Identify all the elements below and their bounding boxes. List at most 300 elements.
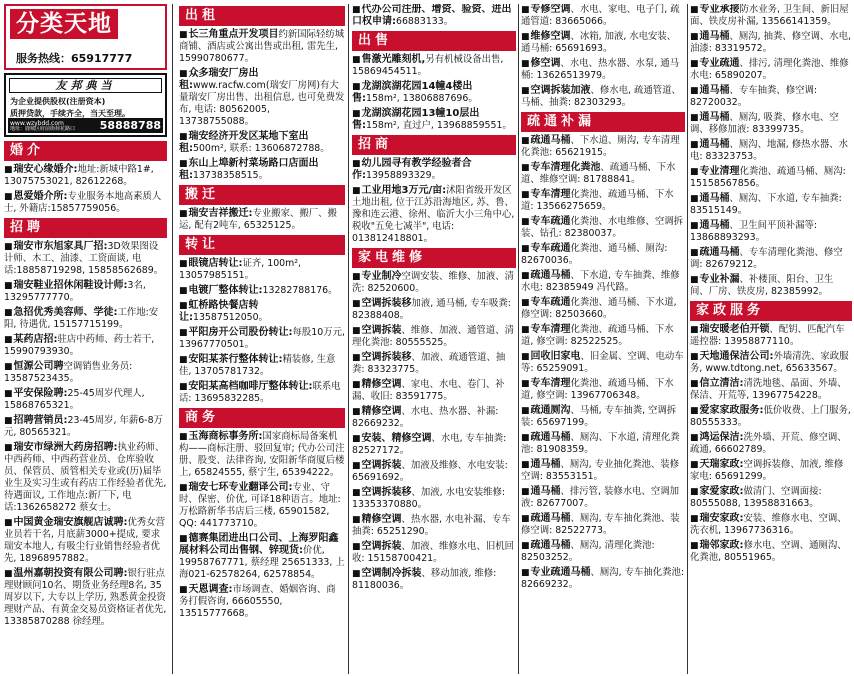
square-bullet-icon: ■ xyxy=(4,389,13,399)
classified-ad xyxy=(352,352,516,376)
ad-title: 信立清洁: xyxy=(699,378,744,389)
ad-body: 外墙清洗、家政服务, www.tdtong.net, 65633567。 xyxy=(690,351,849,374)
classified-ad xyxy=(352,4,516,28)
classified-ad xyxy=(690,58,852,82)
ad-body: 地址:新城中路1#, 13075753021, 82612268。 xyxy=(4,164,154,187)
square-bullet-icon: ■ xyxy=(352,55,361,65)
ad-body: 158m², 直过户, 13968859551。 xyxy=(366,120,512,131)
ad-body: 、厕沟, 清理化粪池: 82503252。 xyxy=(521,540,655,563)
ad-body: 、厕沟, 专车抽化粪池、装修空调: 82522773。 xyxy=(521,513,680,536)
ad-body: 13958893329。 xyxy=(366,170,441,181)
classified-ad xyxy=(352,406,516,430)
square-bullet-icon: ■ xyxy=(352,186,361,196)
column-5 xyxy=(690,4,852,674)
classified-ad xyxy=(521,432,685,456)
classified-ad xyxy=(521,459,685,483)
ad-body: 另有机械设备出售, 15869454511。 xyxy=(352,54,504,77)
column-3 xyxy=(352,4,516,674)
ad-title: 天地通保洁公司: xyxy=(699,351,774,362)
banner-address: 地址：鹿城区府前街荷花路口 xyxy=(10,126,76,132)
classified-ad xyxy=(521,243,685,267)
ad-title: 温州嘉朝投资有限公司聘: xyxy=(13,568,128,579)
classified-ad xyxy=(521,162,685,186)
classified-ad xyxy=(690,459,852,483)
ad-body: 修水电、空调、通厕沟、化粪池, 80551965。 xyxy=(690,540,847,563)
classified-ad xyxy=(352,108,516,132)
ad-title: 精修空调 xyxy=(361,379,402,390)
ad-list-5 xyxy=(690,4,852,564)
ad-title: 龙湖滨湖花园13幢10层出售: xyxy=(352,108,480,131)
square-bullet-icon: ■ xyxy=(352,488,361,498)
square-bullet-icon: ■ xyxy=(352,353,361,363)
square-bullet-icon: ■ xyxy=(690,113,699,123)
classified-ad xyxy=(521,324,685,348)
square-bullet-icon: ■ xyxy=(352,82,361,92)
classified-ad xyxy=(179,354,345,378)
ad-body: 、下水道, 专车抽粪、维修水电: 82385949 冯代路。 xyxy=(521,270,680,293)
ad-body: 化粪池、疏通马桶、下水道, 修空调: 13967706348。 xyxy=(521,378,674,401)
square-bullet-icon: ■ xyxy=(179,355,188,365)
square-bullet-icon: ■ xyxy=(690,352,699,362)
banner-title: 友邦典当 xyxy=(9,78,162,93)
classified-ad xyxy=(179,584,345,620)
ad-body: 空调拆装修、加液, 维修家电: 65691299。 xyxy=(690,459,844,482)
section-logo xyxy=(4,4,167,70)
ad-title: 代办公司注册、增资、验资、进出口权申请: xyxy=(352,4,512,27)
square-bullet-icon: ■ xyxy=(690,487,699,497)
classified-ad xyxy=(352,541,516,565)
logo-title: 分类天地 xyxy=(10,9,118,39)
classified-ad xyxy=(690,139,852,163)
square-bullet-icon: ■ xyxy=(521,244,530,254)
square-bullet-icon: ■ xyxy=(521,298,530,308)
ad-body: 化粪池、疏通马桶、厕沟: 15158567856。 xyxy=(690,166,846,189)
ad-body: 3D效果图设计师、木工、油漆、工资面谈, 电话:18858719298, 15858562689。 xyxy=(4,241,164,276)
ad-title: 中国黄金瑞安旗舰店诚聘: xyxy=(13,517,128,528)
ad-title: 家爱家政: xyxy=(699,486,744,497)
classified-ad xyxy=(521,513,685,537)
classified-ad xyxy=(690,31,852,55)
classified-ad xyxy=(352,81,516,105)
ad-title: 幼儿园寻有教学经验者合作: xyxy=(352,158,472,181)
square-bullet-icon: ■ xyxy=(690,514,699,524)
square-bullet-icon: ■ xyxy=(179,382,188,392)
ad-title: 空调拆装 xyxy=(361,541,402,552)
section-header: 出售 xyxy=(352,31,516,51)
ad-title: 龙湖滨湖花园14幢4楼出售: xyxy=(352,81,473,104)
square-bullet-icon: ■ xyxy=(521,163,530,173)
ad-body: 、加液、疏通管道、抽粪: 83323775。 xyxy=(352,352,506,375)
ad-title: 通马桶 xyxy=(699,139,730,150)
classified-ad xyxy=(521,567,685,591)
banner-line-1: 为企业提供股权(注册资本) xyxy=(10,97,106,106)
ad-title: 疏通厕沟 xyxy=(530,405,571,416)
classified-ad xyxy=(352,54,516,78)
ad-title: 天瑞家政: xyxy=(699,459,744,470)
classified-ad xyxy=(179,158,345,182)
ad-title: 瑞安家政: xyxy=(699,513,744,524)
square-bullet-icon: ■ xyxy=(179,301,188,311)
ad-title: 电镀厂整体转让: xyxy=(188,285,263,296)
column-divider xyxy=(348,4,349,674)
ad-title: 专修空调 xyxy=(530,4,571,15)
banner-line-2: 质押贷款，手续齐全，当天至理。 xyxy=(10,109,130,118)
classified-ad xyxy=(179,68,345,128)
square-bullet-icon: ■ xyxy=(521,460,530,470)
ad-body: 空调销售业务员: 13587523435。 xyxy=(4,361,133,384)
square-bullet-icon: ■ xyxy=(4,308,13,318)
square-bullet-icon: ■ xyxy=(4,335,13,345)
square-bullet-icon: ■ xyxy=(352,515,361,525)
ad-title: 专车疏通 xyxy=(530,216,571,227)
classified-ad xyxy=(521,540,685,564)
ad-body: 约新国际轻纺城商铺、酒店或公寓出售或出租, 雷先生, 15990780677。 xyxy=(179,29,345,64)
ad-body: 加液, 通马桶, 专车吸粪: 82388408。 xyxy=(352,298,511,321)
classified-ad xyxy=(4,517,167,565)
ad-body: 、冰箱, 加液, 水电安装、通马桶: 65691693。 xyxy=(521,31,677,54)
classified-ad xyxy=(690,324,852,348)
ad-title: 疏通马桶 xyxy=(699,247,740,258)
ad-title: 通马桶 xyxy=(530,459,561,470)
ad-title: 疏通马桶 xyxy=(530,432,571,443)
ad-title: 回收旧家电 xyxy=(530,351,581,362)
classified-ad xyxy=(352,487,516,511)
classified-ad xyxy=(690,166,852,190)
classified-ad xyxy=(179,327,345,351)
ad-title: 急招优秀美容师、学徒: xyxy=(13,307,118,318)
square-bullet-icon: ■ xyxy=(179,132,188,142)
ad-body: 、补楼顶、阳台、卫生间、厂房、铁皮房, 82385992。 xyxy=(690,274,834,297)
square-bullet-icon: ■ xyxy=(179,69,188,79)
ad-body: 13282788176。 xyxy=(262,285,338,296)
ad-body: 66883133。 xyxy=(396,16,454,27)
classified-ad xyxy=(179,381,345,405)
ad-body: 驻店中药师、药士若干, 15990793930。 xyxy=(4,334,155,357)
column-4 xyxy=(521,4,685,674)
classified-ad xyxy=(521,4,685,28)
square-bullet-icon: ■ xyxy=(690,460,699,470)
ad-body: 、厕沟、下水道, 专车抽粪: 83515149。 xyxy=(690,193,842,216)
square-bullet-icon: ■ xyxy=(521,136,530,146)
ad-title: 专业清理 xyxy=(699,166,740,177)
section-header: 家政服务 xyxy=(690,301,852,321)
ad-body: 25-45周岁代理人, 15868765321。 xyxy=(4,388,145,411)
section-header: 商务 xyxy=(179,408,345,428)
ad-body: 化粪池、通马桶、下水道, 修空调: 82503660。 xyxy=(521,297,677,320)
ad-title: 空调拆装 xyxy=(361,460,402,471)
square-bullet-icon: ■ xyxy=(690,32,699,42)
classified-ad xyxy=(4,280,167,304)
ad-title: 通马桶 xyxy=(699,112,730,123)
square-bullet-icon: ■ xyxy=(521,379,530,389)
ad-body: 、疏通马桶、下水道、维修空调: 81788841。 xyxy=(521,162,676,185)
ad-title: 瑞安鞋业招休闲鞋设计师: xyxy=(13,280,128,291)
square-bullet-icon: ■ xyxy=(690,433,699,443)
square-bullet-icon: ■ xyxy=(352,542,361,552)
square-bullet-icon: ■ xyxy=(179,534,188,544)
ad-body: 专业搬家、搬厂、搬运, 配有2吨车, 65325125。 xyxy=(179,208,337,231)
section-header: 疏通补漏 xyxy=(521,112,685,132)
ad-body: 13738358515。 xyxy=(193,170,268,181)
square-bullet-icon: ■ xyxy=(352,326,361,336)
square-bullet-icon: ■ xyxy=(4,362,13,372)
ad-title: 玉海商标事务所: xyxy=(188,431,263,442)
square-bullet-icon: ■ xyxy=(352,299,361,309)
classified-ad xyxy=(352,185,516,245)
ad-title: 瑞安心缘婚介: xyxy=(13,164,78,175)
classified-ad xyxy=(179,431,345,479)
ad-title: 招聘营销员: xyxy=(13,415,68,426)
square-bullet-icon: ■ xyxy=(352,272,361,282)
square-bullet-icon: ■ xyxy=(521,541,530,551)
classified-ad xyxy=(521,189,685,213)
ad-body: 、水电、热水器、水泵, 通马桶: 13626513979。 xyxy=(521,58,679,81)
ad-title: 德赛集团进出口公司、上海罗阳鑫展材料公司出售钢、锌现货: xyxy=(179,533,339,556)
classified-ad xyxy=(521,351,685,375)
ad-body: 、移动加液, 维修: 81180036。 xyxy=(352,568,497,591)
ad-title: 爱家家政服务: xyxy=(699,405,764,416)
classified-ad xyxy=(352,325,516,349)
classified-ad xyxy=(352,433,516,457)
square-bullet-icon: ■ xyxy=(179,432,188,442)
ad-title: 空调拆装移 xyxy=(361,487,412,498)
square-bullet-icon: ■ xyxy=(352,5,361,15)
section-header: 招商 xyxy=(352,135,516,155)
square-bullet-icon: ■ xyxy=(690,325,699,335)
square-bullet-icon: ■ xyxy=(179,585,188,595)
classified-ad xyxy=(352,298,516,322)
ad-body: 、水电、热水器、补漏: 82669232。 xyxy=(352,406,499,429)
square-bullet-icon: ■ xyxy=(521,86,530,96)
classified-ad xyxy=(521,297,685,321)
classified-ad xyxy=(179,285,345,297)
square-bullet-icon: ■ xyxy=(690,5,699,15)
classified-ad xyxy=(690,193,852,217)
ad-body: 沭阳省级开发区土地出租, 位于江苏沿海地区, 苏、鲁、豫和连云港、徐州、临沂大小三角中心, 税收"五免七减半", 电话: 013812418801。 xyxy=(352,185,515,244)
ad-body: 每股10万元, 13967770501。 xyxy=(179,327,345,350)
square-bullet-icon: ■ xyxy=(352,109,361,119)
ad-title: 瑞邻家政: xyxy=(699,540,744,551)
column-1 xyxy=(4,4,167,674)
ad-body: 、下水道、厕沟, 专车清理化粪池: 65621915。 xyxy=(521,135,680,158)
ad-title: 空调拆装 xyxy=(361,325,402,336)
square-bullet-icon: ■ xyxy=(179,30,188,40)
classified-ad xyxy=(690,4,852,28)
ad-title: 专业补漏 xyxy=(699,274,740,285)
ad-title: 专车清理 xyxy=(530,378,571,389)
section-header: 家电维修 xyxy=(352,248,516,268)
classified-ad xyxy=(179,131,345,155)
square-bullet-icon: ■ xyxy=(179,483,188,493)
classified-ad xyxy=(4,241,167,277)
classified-ad xyxy=(352,379,516,403)
ad-title: 恩爱婚介所: xyxy=(13,191,68,202)
ad-body: 专业、守时、保密、价优, 可译18种语言。地址: 万松路新华书店后三楼, 65901582, QQ: 441773710。 xyxy=(179,482,341,529)
square-bullet-icon: ■ xyxy=(690,406,699,416)
classified-ad xyxy=(352,271,516,295)
classified-ad xyxy=(690,351,852,375)
section-header: 婚介 xyxy=(4,141,167,161)
banner-web: www.wzybdd.com xyxy=(10,120,64,127)
ad-body: 化粪池、疏通马桶、下水道, 修空调: 82522525。 xyxy=(521,324,674,347)
column-2 xyxy=(179,4,345,674)
classified-ad xyxy=(4,334,167,358)
ad-body: 化粪池、疏通马桶、下水道: 13566275659。 xyxy=(521,189,674,212)
square-bullet-icon: ■ xyxy=(179,259,188,269)
ad-body: 、马桶, 专车抽粪, 空调拆装: 65697199。 xyxy=(521,405,677,428)
ad-title: 某药店招: xyxy=(13,334,58,345)
ad-title: 工业用地3万元/亩: xyxy=(361,185,447,196)
square-bullet-icon: ■ xyxy=(521,352,530,362)
ad-body: 防水业务, 卫生间、新旧屋面、铁皮房补漏, 13566141359。 xyxy=(690,4,849,27)
square-bullet-icon: ■ xyxy=(521,433,530,443)
ad-title: 疏通马桶 xyxy=(530,513,571,524)
ad-body: 、排污, 清理化粪池、维修水电: 65890207。 xyxy=(690,58,849,81)
ad-body: 、厕沟, 专车抽化粪池: 82669232。 xyxy=(521,567,685,590)
classified-ad xyxy=(352,158,516,182)
square-bullet-icon: ■ xyxy=(352,407,361,417)
section-header: 招聘 xyxy=(4,218,167,238)
ad-body: 工作地:安阳, 待遇优, 15157715199。 xyxy=(4,307,159,330)
ad-title: 瑞安暖老伯开锁 xyxy=(699,324,770,335)
classified-ad xyxy=(4,307,167,331)
ad-body: 、加液、维修水电、旧机回收: 15158700421。 xyxy=(352,541,515,564)
square-bullet-icon: ■ xyxy=(179,328,188,338)
ad-title: 专车疏通 xyxy=(530,297,571,308)
classified-ad xyxy=(690,85,852,109)
ad-body: 、家电、水电、卷门、补漏、收旧: 83591775。 xyxy=(352,379,505,402)
square-bullet-icon: ■ xyxy=(352,461,361,471)
square-bullet-icon: ■ xyxy=(4,165,13,175)
ad-body: 13587512050。 xyxy=(193,312,268,323)
ad-body: 专业服务本地高素质人士, 外籍店:15857759056。 xyxy=(4,191,162,214)
square-bullet-icon: ■ xyxy=(521,406,530,416)
classified-ad xyxy=(352,514,516,538)
square-bullet-icon: ■ xyxy=(690,59,699,69)
classified-ad xyxy=(690,247,852,271)
square-bullet-icon: ■ xyxy=(179,209,188,219)
ad-body: 、厕沟、下水道, 清理化粪池: 81908359。 xyxy=(521,432,680,455)
ad-list-2 xyxy=(179,6,345,620)
ad-body: 、热水器, 水电补漏、专车抽粪: 65251290。 xyxy=(352,514,511,537)
ad-body: 证齐, 100m², 13057985151。 xyxy=(179,258,301,281)
classified-ad xyxy=(4,388,167,412)
square-bullet-icon: ■ xyxy=(690,379,699,389)
square-bullet-icon: ■ xyxy=(690,86,699,96)
square-bullet-icon: ■ xyxy=(521,271,530,281)
ad-list-3 xyxy=(352,4,516,592)
ad-title: 通马桶 xyxy=(530,486,561,497)
classified-ad xyxy=(690,274,852,298)
classified-ad xyxy=(521,405,685,429)
square-bullet-icon: ■ xyxy=(521,190,530,200)
ad-title: 瑞安吉祥搬迁: xyxy=(188,208,253,219)
ad-body: 化粪池、水电维修、空调拆装、钻孔: 82380037。 xyxy=(521,216,684,239)
ad-body: 洗外墙、开荒、修空调、疏通, 66602789。 xyxy=(690,432,847,455)
ad-title: 通马桶 xyxy=(699,31,730,42)
ad-body: 、厕沟, 专业抽化粪池、装修空调: 83553151。 xyxy=(521,459,679,482)
ad-body: 国家商标局备案机构——商标注册、驳回复审; 代办公司注册、股变、法律咨询, 安阳新华商厦后楼上, 65824555, 蔡宁生, 65394222。 xyxy=(179,431,345,478)
ad-body: 、厕沟, 抽粪、修空调、水电, 油漆: 83319572。 xyxy=(690,31,851,54)
square-bullet-icon: ■ xyxy=(521,59,530,69)
classified-ad xyxy=(4,568,167,628)
ad-title: 瑞安经济开发区某地下室出租: xyxy=(179,131,309,154)
ad-body: 联系电话: 13695832285。 xyxy=(179,381,341,404)
ad-title: 恒源公司聘 xyxy=(13,361,64,372)
square-bullet-icon: ■ xyxy=(4,569,13,579)
classified-ad xyxy=(690,378,852,402)
square-bullet-icon: ■ xyxy=(521,514,530,524)
square-bullet-icon: ■ xyxy=(521,217,530,227)
classified-ad xyxy=(179,300,345,324)
ad-body: 500m², 联系: 13606872788。 xyxy=(193,143,330,154)
ad-title: 东山上埠新村菜场路口店面出租: xyxy=(179,158,319,181)
ad-title: 专车清理 xyxy=(530,189,571,200)
ad-title: 疏通马桶 xyxy=(530,135,571,146)
ad-body: 、旧金属、空调、电动车等: 65259091。 xyxy=(521,351,684,374)
ad-title: 空调制冷拆装 xyxy=(361,568,422,579)
square-bullet-icon: ■ xyxy=(179,286,188,296)
ad-body: 、加液及维修、水电安装: 65691692。 xyxy=(352,460,508,483)
ad-title: 售激光雕刻机, xyxy=(361,54,426,65)
ad-body: www.racfw.com(瑞安厂房网)有大量瑞安厂房出售、出租信息, 也可免费发布, 电话: 80562005, 13738755088。 xyxy=(179,80,345,127)
ad-body: 优秀女营业员若干名, 月底薪3000+提成, 要求瑞安本地人, 有吸尘行业销售经验者优先, 18968957882。 xyxy=(4,517,166,564)
ad-title: 疏通马桶 xyxy=(530,540,571,551)
square-bullet-icon: ■ xyxy=(521,487,530,497)
square-bullet-icon: ■ xyxy=(4,518,13,528)
ad-title: 维修空调 xyxy=(530,31,571,42)
ad-body: 市场调查、婚姻咨询、商务打假咨询, 66605550, 13515777668。 xyxy=(179,584,336,619)
ad-title: 安阳某高档咖啡厅整体转让: xyxy=(188,381,313,392)
square-bullet-icon: ■ xyxy=(690,194,699,204)
square-bullet-icon: ■ xyxy=(4,242,13,252)
ad-body: 、配钥、匹配汽车遥控器: 13958877110。 xyxy=(690,324,845,347)
ad-title: 专车清理 xyxy=(530,324,571,335)
ad-list-4 xyxy=(521,4,685,591)
square-bullet-icon: ■ xyxy=(521,32,530,42)
classified-ad xyxy=(352,460,516,484)
ad-title: 专业制冷 xyxy=(361,271,402,282)
ad-body: 、专车清理化粪池、修空调: 82679212。 xyxy=(690,247,843,270)
ad-title: 长三角重点开发项目 xyxy=(188,29,279,40)
square-bullet-icon: ■ xyxy=(690,275,699,285)
ad-body: 、专车抽粪、修空调: 82720032。 xyxy=(690,85,818,108)
classified-ad xyxy=(521,85,685,109)
ad-title: 专业疏通 xyxy=(699,58,740,69)
square-bullet-icon: ■ xyxy=(690,248,699,258)
ad-title: 精修空调 xyxy=(361,406,402,417)
square-bullet-icon: ■ xyxy=(352,380,361,390)
ad-title: 瑞安七环专业翻译公司: xyxy=(188,482,293,493)
ad-body: 空调安装、维修、加液、清洗: 82520600。 xyxy=(352,271,515,294)
logo-hotline: 服务热线：65917777 xyxy=(16,52,133,65)
ad-title: 专车清理化粪池 xyxy=(530,162,601,173)
classified-ad xyxy=(521,216,685,240)
classified-ad xyxy=(690,112,852,136)
classified-ad xyxy=(521,58,685,82)
ad-title: 专车疏通 xyxy=(530,243,571,254)
classified-ad xyxy=(179,482,345,530)
classified-ad xyxy=(352,568,516,592)
ad-body: 、修水电, 疏通管道、马桶、抽粪: 82303293。 xyxy=(521,85,681,108)
square-bullet-icon: ■ xyxy=(4,281,13,291)
column-divider xyxy=(172,4,173,674)
classified-ad xyxy=(690,513,852,537)
classified-ad xyxy=(521,486,685,510)
ad-body: 低价收费、上门服务, 80555333。 xyxy=(690,405,851,428)
ad-title: 平安保险聘: xyxy=(13,388,68,399)
ad-title: 瑞安市绿洲大药房招聘: xyxy=(13,442,118,453)
